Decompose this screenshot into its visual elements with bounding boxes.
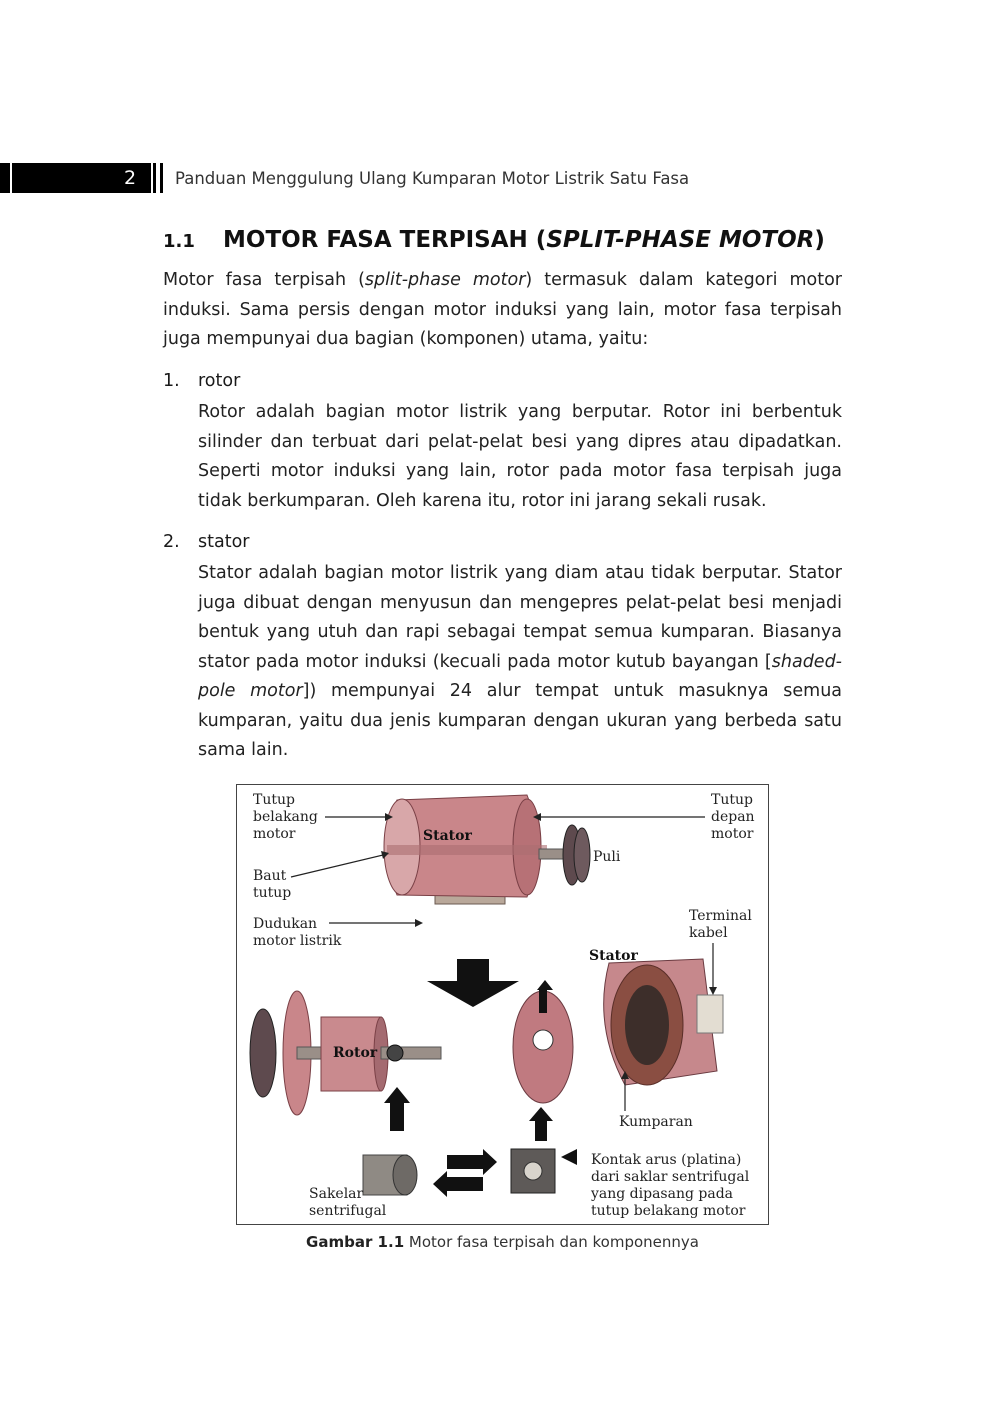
- back-cover: [513, 980, 573, 1103]
- label-dudukan: Dudukan: [253, 916, 318, 932]
- section-title-main: MOTOR FASA TERPISAH (: [223, 227, 547, 253]
- label-kontak: tutup belakang motor: [591, 1203, 746, 1219]
- label-kumparan: Kumparan: [619, 1114, 693, 1130]
- header-rule: [153, 163, 156, 193]
- label-stator-top: Stator: [423, 828, 472, 844]
- label-tutup-depan: Tutup: [711, 792, 753, 808]
- label-kontak: Kontak arus (platina): [591, 1152, 742, 1168]
- label-puli: Puli: [593, 849, 621, 865]
- stator-assembly: [589, 908, 752, 1130]
- label-baut: tutup: [253, 885, 292, 901]
- arrow-down-large: [427, 959, 519, 1007]
- list-item-body: [198, 559, 842, 766]
- section-title-close: ): [814, 227, 825, 253]
- list-item-number: 2.: [163, 532, 180, 552]
- label-sakelar: sentrifugal: [309, 1203, 387, 1219]
- header-white-tick: [10, 163, 12, 193]
- caption-label: Gambar 1.1: [306, 1233, 405, 1251]
- label-dudukan: motor listrik: [253, 933, 342, 949]
- list-item-body-text: Stator adalah bagian motor listrik yang diam atau tidak berputar. Stator juga dibuat dengan menyusun dan mengepres pelat-pelat besi menjadi bentuk yang utuh dan rapi sebagai tempat semua kumparan. Biasanya stator pada motor induksi (kecuali pada motor kutub bayangan [: [198, 563, 842, 672]
- intro-text: Motor fasa terpisah (: [163, 270, 365, 290]
- label-stator-right: Stator: [589, 948, 638, 964]
- caption-text: Motor fasa terpisah dan komponennya: [404, 1233, 699, 1251]
- label-rotor: Rotor: [333, 1045, 378, 1061]
- centrifugal-switch: [309, 1155, 417, 1219]
- label-sakelar: Sakelar: [309, 1186, 364, 1202]
- rotor-assembly: [250, 991, 441, 1115]
- arrow-right-swap: [447, 1149, 497, 1175]
- label-terminal: kabel: [689, 925, 728, 941]
- list-item-number: 1.: [163, 371, 180, 391]
- label-tutup-belakang: motor: [253, 826, 296, 842]
- label-tutup-depan: motor: [711, 826, 754, 842]
- section-title: [163, 224, 825, 258]
- header-bar: [0, 163, 165, 193]
- label-baut: Baut: [253, 868, 287, 884]
- label-kontak: yang dipasang pada: [591, 1186, 734, 1202]
- list-item-body-text: ]) mempunyai 24 alur tempat untuk masuknya semua kumparan, yaitu dua jenis kumparan dengan ukuran yang berbeda satu sama lain.: [198, 681, 843, 760]
- label-tutup-belakang: Tutup: [253, 792, 295, 808]
- list-item-body-italic: shaded-pole motor: [198, 651, 842, 701]
- figure-illustration: [237, 785, 768, 1224]
- label-tutup-depan: depan: [711, 809, 755, 825]
- label-terminal: Terminal: [689, 908, 752, 924]
- section-number: 1.1: [163, 231, 195, 252]
- figure-caption: [236, 1232, 769, 1252]
- label-tutup-belakang: belakang: [253, 809, 318, 825]
- intro-italic-term: split-phase motor: [364, 270, 526, 290]
- figure-motor-components: [236, 784, 769, 1225]
- arrow-left-swap: [433, 1171, 483, 1197]
- header-rule: [160, 163, 163, 193]
- arrow-up-middle: [529, 1107, 553, 1141]
- label-kontak: dari saklar sentrifugal: [591, 1169, 750, 1185]
- contact-plate: [511, 1149, 750, 1219]
- arrow-up-left: [384, 1087, 410, 1131]
- list-item-body: Rotor adalah bagian motor listrik yang berputar. Rotor ini berbentuk silinder dan terbuat dari pelat-pelat besi yang dipres atau dipadatkan. Seperti motor induksi yang lain, rotor pada motor fasa terpisah juga tidak berkumparan. Oleh karena itu, rotor ini jarang sekali rusak.: [198, 402, 842, 511]
- section-title-italic: SPLIT-PHASE MOTOR: [546, 227, 815, 253]
- running-title: Panduan Menggulung Ulang Kumparan Motor Listrik Satu Fasa: [175, 169, 690, 188]
- list-item-term: rotor: [198, 371, 241, 391]
- page-number: 2: [123, 167, 137, 189]
- assembled-motor: [384, 795, 590, 904]
- intro-text: ) termasuk dalam kategori motor induksi. Sama persis dengan motor induksi yang lain, motor fasa terpisah juga mempunyai dua bagian (komponen) utama, yaitu:: [163, 270, 842, 349]
- list-item-term: stator: [198, 532, 250, 552]
- intro-paragraph: [163, 266, 842, 355]
